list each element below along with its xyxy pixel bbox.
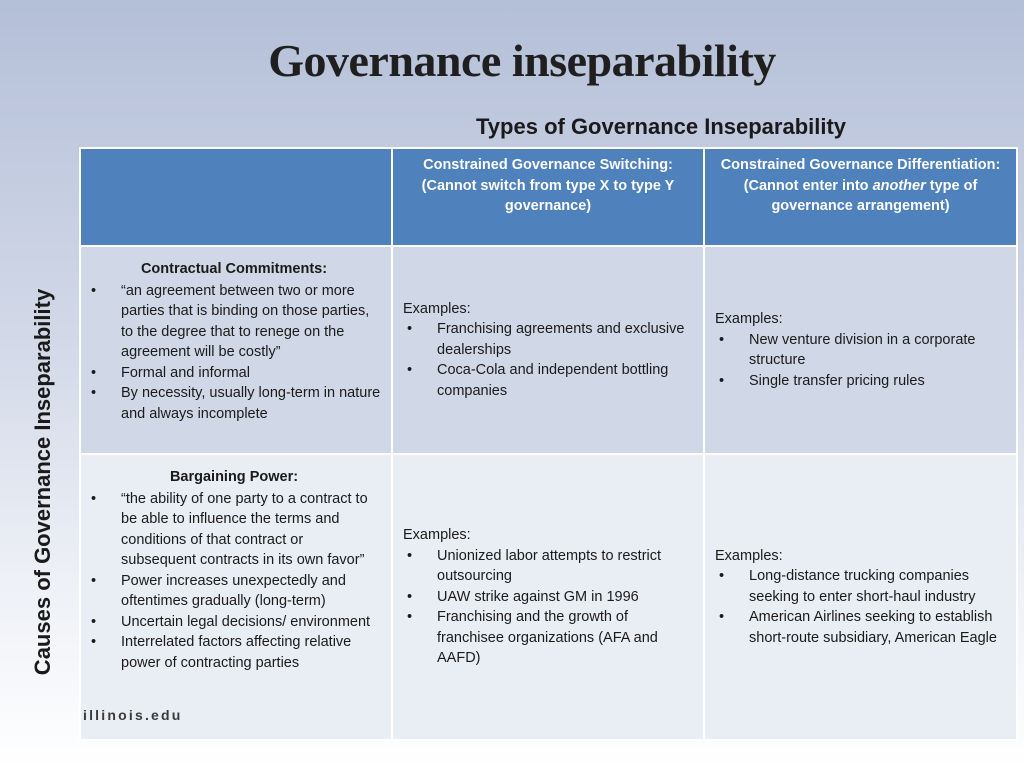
list-item: • Single transfer pricing rules (715, 371, 1006, 392)
cause-title: Bargaining Power: (169, 469, 299, 485)
header-switching (392, 148, 704, 246)
header-differentiation-title: Constrained Governance Differentiation: (720, 157, 1001, 173)
illinois-footer-logo: illinois.edu (83, 707, 183, 723)
cause-cell-contractual (80, 246, 392, 454)
header-diff-emphasis: another (872, 177, 926, 194)
examples-label: Examples: (715, 547, 783, 564)
header-differentiation-desc (713, 176, 1008, 217)
slide-title: Governance inseparability (268, 35, 776, 86)
cause-title: Contractual Commitments: (140, 261, 328, 277)
examples-label: Examples: (715, 311, 783, 327)
list-item: • Unionized labor attempts to restrict outsourcing (403, 546, 693, 587)
list-item: • “an agreement between two or more parties that is binding on those parties, to the degree that to renege on the agreement will be costly” (87, 281, 381, 363)
switching-examples-cell (392, 246, 704, 454)
list-item: • Long-distance trucking companies seeking to enter short-haul industry (715, 566, 1006, 607)
cause-cell-bargaining (80, 454, 392, 740)
inseparability-table (79, 147, 1018, 741)
list-item: • “the ability of one party to a contract to be able to influence the terms and conditions of that contract or subsequent contracts in its own favor” (87, 489, 381, 571)
differentiation-examples-cell (704, 454, 1017, 740)
examples-label: Examples: (403, 300, 471, 317)
header-switching-title: Constrained Governance Switching: (423, 157, 673, 173)
examples-label: Examples: (403, 527, 471, 544)
list-item: • Franchising and the growth of franchisee organizations (AFA and AAFD) (403, 607, 693, 669)
header-diff-post: type of governance arrangement) (771, 177, 978, 214)
header-diff-pre: (Cannot enter into (743, 177, 873, 194)
differentiation-examples-cell (704, 246, 1017, 454)
table-row (80, 246, 1017, 454)
types-subtitle: Types of Governance Inseparability (476, 114, 847, 139)
list-item: • Interrelated factors affecting relative power of contracting parties (87, 632, 381, 673)
list-item: • Coca-Cola and independent bottling companies (403, 360, 693, 401)
list-item: • Uncertain legal decisions/ environment (87, 612, 381, 633)
header-switching-desc: (Cannot switch from type X to type Y governance) (421, 177, 675, 214)
list-item: • Formal and informal (87, 363, 381, 384)
table-row (80, 454, 1017, 740)
list-item: • Franchising agreements and exclusive dealerships (403, 319, 693, 360)
list-item: • American Airlines seeking to establish short-route subsidiary, American Eagle (715, 607, 1006, 648)
switching-examples-cell (392, 454, 704, 740)
list-item: • Power increases unexpectedly and oftentimes gradually (long-term) (87, 571, 381, 612)
list-item: • By necessity, usually long-term in nature and always incomplete (87, 383, 381, 424)
causes-side-label: Causes of Governance Inseparability (30, 288, 55, 676)
list-item: • UAW strike against GM in 1996 (403, 587, 693, 608)
header-empty-cell (80, 148, 392, 246)
list-item: • New venture division in a corporate structure (715, 330, 1006, 371)
table-header-row (80, 148, 1017, 246)
header-differentiation (704, 148, 1017, 246)
